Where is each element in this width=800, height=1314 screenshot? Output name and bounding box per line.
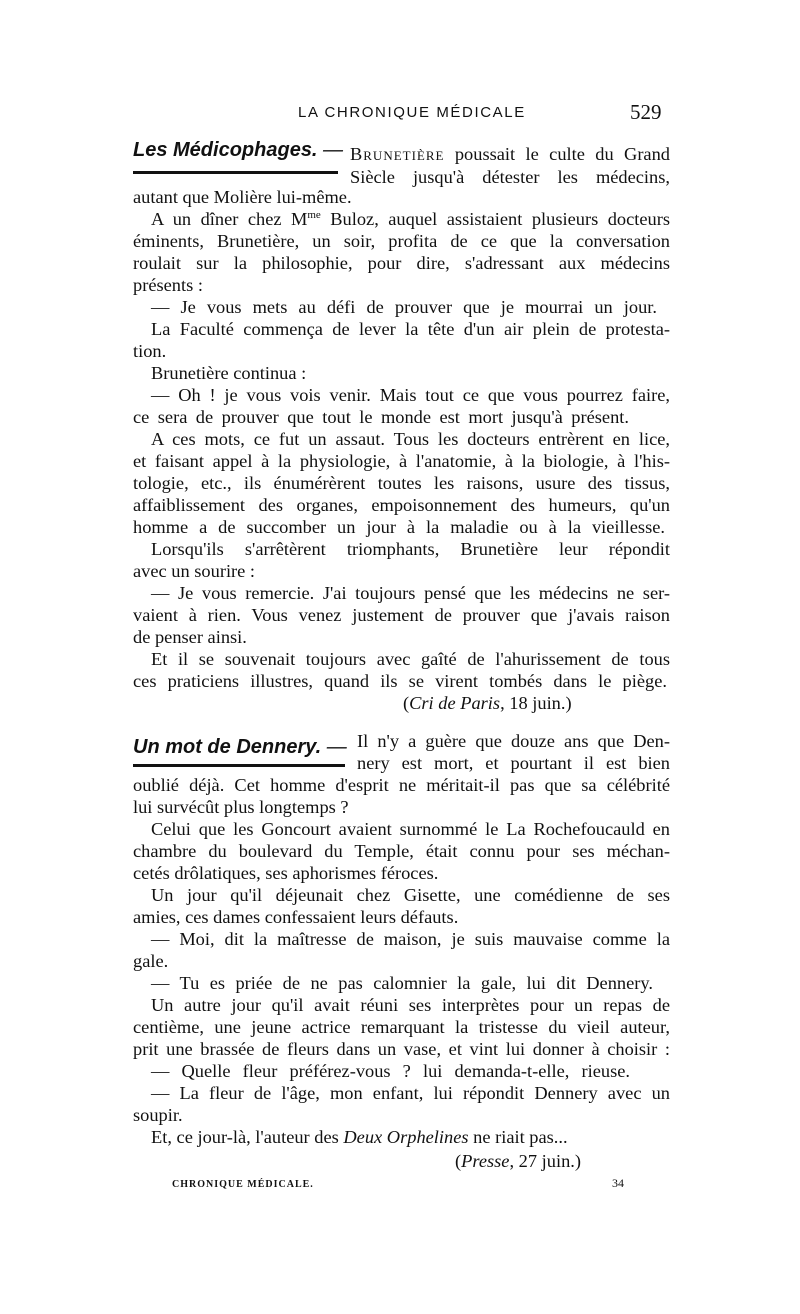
title-dash: — (317, 139, 344, 161)
title-underline (133, 171, 338, 174)
source-citation (455, 1150, 581, 1172)
citation-publication: Presse (461, 1151, 510, 1171)
paragraph-line: Siècle jusqu'à détester les médecins, (350, 167, 670, 187)
paragraph-line: nery est mort, et pourtant il est bien (357, 753, 670, 773)
paragraph-line: vaient à rien. Vous venez justement de prouver que j'avais raison (133, 605, 670, 625)
paragraph-line: roulait sur la philosophie, pour dire, s'adressant aux médecins (133, 253, 670, 273)
paragraph-line: — Tu es priée de ne pas calomnier la gale, lui dit Dennery. (151, 973, 653, 993)
paragraph-line: ces praticiens illustres, quand ils se virent tombés dans le piège. (133, 671, 667, 691)
section-title-dennery (133, 736, 347, 759)
paragraph-line: — Oh ! je vous vois venir. Mais tout ce que vous pourrez faire, (151, 385, 670, 405)
text-fragment: Buloz, auquel assistaient plusieurs docteurs (320, 209, 670, 229)
work-title: Deux Orphelines (343, 1127, 469, 1147)
paragraph-line: La Faculté commença de lever la tête d'un air plein de protesta- (151, 319, 670, 339)
page-number: 529 (630, 100, 662, 124)
paragraph-line (350, 143, 670, 165)
paragraph-line: Et il se souvenait toujours avec gaîté de l'ahurissement de tous (151, 649, 670, 669)
running-title: LA CHRONIQUE MÉDICALE (298, 104, 526, 121)
section-title-medicophages (133, 139, 343, 162)
paragraph-line: Un jour qu'il déjeunait chez Gisette, une comédienne de ses (151, 885, 670, 905)
paragraph-line: lui survécût plus longtemps ? (133, 797, 349, 817)
paragraph-line: amies, ces dames confessaient leurs défauts. (133, 907, 459, 927)
paragraph-line: éminents, Brunetière, un soir, profita de ce que la conversation (133, 231, 670, 251)
paragraph-line: tologie, etc., ils énumérèrent toutes les raisons, usure des tissus, (133, 473, 670, 493)
sheet-number: 34 (612, 1176, 624, 1190)
section-title-text: Les Médicophages. (133, 139, 318, 161)
paragraph-line: — Quelle fleur préférez-vous ? lui demanda-t-elle, rieuse. (151, 1061, 630, 1081)
lead-text: poussait le culte du Grand (444, 144, 670, 164)
paragraph-line: affaiblissement des organes, empoisonnement des humeurs, qu'un (133, 495, 670, 515)
superscript: me (307, 208, 321, 221)
text-fragment: ne riait pas... (468, 1127, 568, 1147)
paragraph-line: A ces mots, ce fut un assaut. Tous les docteurs entrèrent en lice, (151, 429, 670, 449)
paragraph-line: soupir. (133, 1105, 183, 1125)
paragraph-line: oublié déjà. Cet homme d'esprit ne méritait-il pas que sa célébrité (133, 775, 670, 795)
citation-open: ( (455, 1151, 462, 1171)
paragraph-line: tion. (133, 341, 167, 361)
paragraph-line: chambre du boulevard du Temple, était connu pour ses méchan- (133, 841, 670, 861)
paragraph-line: — La fleur de l'âge, mon enfant, lui répondit Dennery avec un (151, 1083, 670, 1103)
paragraph-line: Celui que les Goncourt avaient surnommé le La Rochefoucauld en (151, 819, 670, 839)
paragraph-line: ce sera de prouver que tout le monde est mort jusqu'à présent. (133, 407, 629, 427)
author-name: Brunetière (350, 144, 445, 164)
paragraph-line: cetés drôlatiques, ses aphorismes féroces. (133, 863, 439, 883)
paragraph-line: — Je vous mets au défi de prouver que je mourrai un jour. (151, 297, 657, 317)
citation-date: , 27 juin.) (509, 1151, 581, 1171)
paragraph-line (151, 208, 670, 230)
text-fragment: Et, ce jour-là, l'auteur des (151, 1127, 344, 1147)
paragraph-line: centième, une jeune actrice remarquant la tristesse du vieil auteur, (133, 1017, 670, 1037)
paragraph-line: avec un sourire : (133, 561, 256, 581)
paragraph-line: gale. (133, 951, 169, 971)
paragraph-line: présents : (133, 275, 203, 295)
paragraph-line: et faisant appel à la physiologie, à l'anatomie, à la biologie, à l'his- (133, 451, 670, 471)
paragraph-line: autant que Molière lui-même. (133, 187, 352, 207)
paragraph-line: Un autre jour qu'il avait réuni ses interprètes pour un repas de (151, 995, 670, 1015)
paragraph-line: Brunetière continua : (151, 363, 307, 383)
paragraph-line: — Moi, dit la maîtresse de maison, je suis mauvaise comme la (151, 929, 670, 949)
paragraph-line: Lorsqu'ils s'arrêtèrent triomphants, Brunetière leur répondit (151, 539, 670, 559)
title-underline (133, 764, 345, 767)
paragraph-line (151, 1126, 568, 1148)
paragraph-line: prit une brassée de fleurs dans un vase, et vint lui donner à choisir : (133, 1039, 670, 1059)
footer-signature: CHRONIQUE MÉDICALE. (172, 1179, 314, 1190)
citation-publication: Cri de Paris (409, 693, 501, 713)
paragraph-line: Il n'y a guère que douze ans que Den- (357, 731, 670, 751)
title-dash: — (321, 736, 347, 758)
paragraph-line: — Je vous remercie. J'ai toujours pensé que les médecins ne ser- (151, 583, 670, 603)
citation-date: , 18 juin.) (500, 693, 572, 713)
citation-open: ( (403, 693, 410, 713)
source-citation (403, 692, 572, 714)
paragraph-line: homme a de succomber un jour à la maladie ou à la vieillesse. (133, 517, 665, 537)
text-fragment: A un dîner chez M (151, 209, 308, 229)
paragraph-line: de penser ainsi. (133, 627, 247, 647)
section-title-text: Un mot de Dennery. (133, 736, 322, 758)
